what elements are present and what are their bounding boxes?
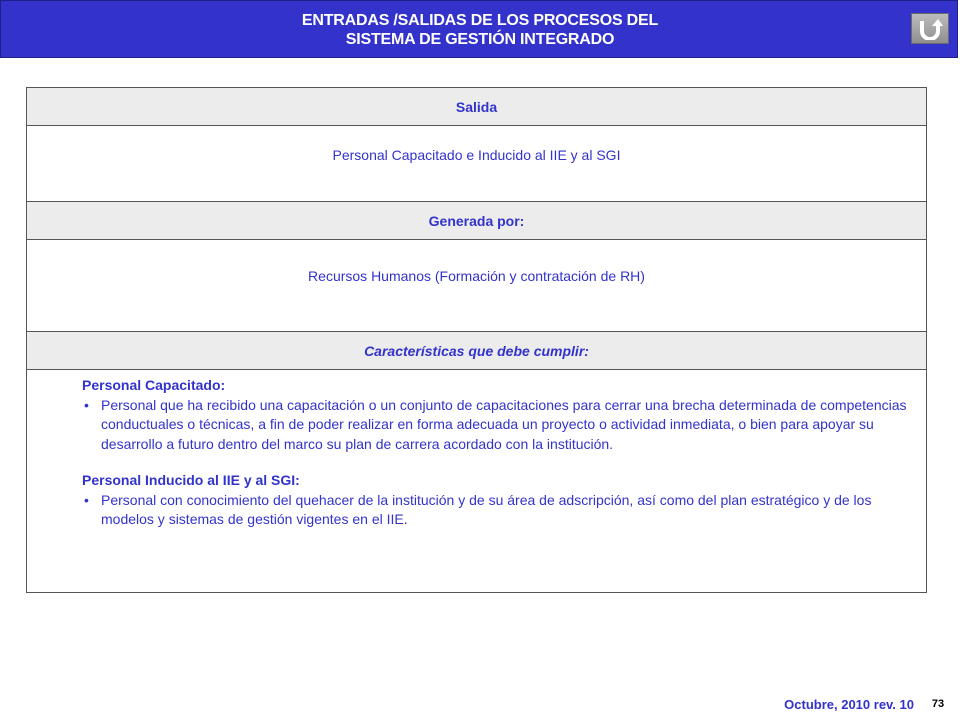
title-line-1: ENTRADAS /SALIDAS DE LOS PROCESOS DEL <box>301 12 659 29</box>
footer-date: Octubre, 2010 rev. 10 <box>784 697 914 712</box>
page-number: 73 <box>931 698 945 710</box>
bullet-marker: • <box>84 396 89 413</box>
characteristics-list <box>82 376 924 530</box>
characteristic-text: Personal que ha recibido una capacitación o un conjunto de capacitaciones para cerrar una brecha determinada de competencias conductuales o técnicas, a fin de poder realizar en forma adecuada un proyecto o actividad inmediata, o bien para apoyar su desarrollo a futuro dentro del marco su plan de carrera acordado con la institución. <box>101 396 907 452</box>
characteristic-title: Personal Inducido al IIE y al SGI: <box>82 472 300 488</box>
salida-heading: Salida <box>455 98 498 115</box>
back-button[interactable] <box>911 13 949 44</box>
characteristic-text: Personal con conocimiento del quehacer de la institución y de su área de adscripción, así como del plan estratégico y de los modelos y sistemas de gestión vigentes en el IIE. <box>101 491 872 527</box>
caracteristicas-header <box>26 331 927 370</box>
list-item <box>82 396 924 455</box>
u-turn-back-icon <box>917 18 943 40</box>
title-line-2: SISTEMA DE GESTIÓN INTEGRADO <box>345 31 615 48</box>
generada-heading: Generada por: <box>428 212 525 229</box>
salida-header <box>26 87 927 126</box>
generada-header <box>26 201 927 240</box>
list-item <box>82 491 924 530</box>
generada-value: Recursos Humanos (Formación y contratación de RH) <box>308 268 645 284</box>
salida-value: Personal Capacitado e Inducido al IIE y al SGI <box>332 147 621 163</box>
caracteristicas-heading: Características que debe cumplir: <box>364 342 589 359</box>
characteristic-title: Personal Capacitado: <box>82 377 226 393</box>
page-title <box>0 11 960 49</box>
bullet-marker: • <box>84 491 89 508</box>
